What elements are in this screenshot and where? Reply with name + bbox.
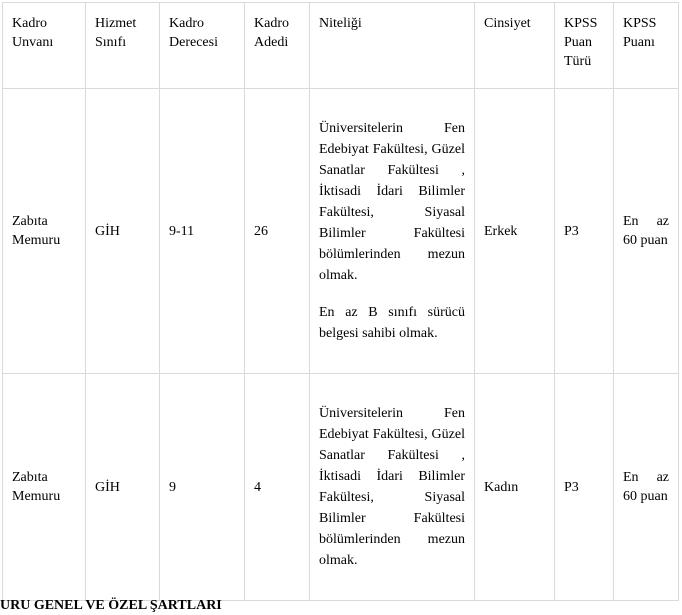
cell-hizmet-sinifi: GİH — [86, 89, 160, 374]
cell-kpss-puan-turu: P3 — [555, 89, 614, 374]
table-header-row — [3, 3, 679, 89]
cell-kadro-adedi: 26 — [245, 89, 310, 374]
kadro-table — [2, 2, 679, 601]
cell-niteligi — [310, 89, 475, 374]
cell-kadro-adedi: 4 — [245, 374, 310, 601]
header-cinsiyet: Cinsiyet — [475, 3, 555, 89]
cell-cinsiyet: Erkek — [475, 89, 555, 374]
cell-kpss-puan-turu: P3 — [555, 374, 614, 601]
cell-kadro-unvani: Zabıta Memuru — [3, 89, 86, 374]
cell-kadro-derecesi: 9-11 — [160, 89, 245, 374]
cell-hizmet-sinifi: GİH — [86, 374, 160, 601]
header-kpss-puan-turu: KPSS Puan Türü — [555, 3, 614, 89]
header-niteligi: Niteliği — [310, 3, 475, 89]
header-hizmet-sinifi: Hizmet Sınıfı — [86, 3, 160, 89]
table-row — [3, 89, 679, 374]
cell-kadro-unvani: Zabıta Memuru — [3, 374, 86, 601]
header-kadro-adedi: Kadro Adedi — [245, 3, 310, 89]
cell-kpss-puani: En az 60 puan — [614, 89, 679, 374]
table-row — [3, 374, 679, 601]
niteligi-paragraph: Üniversitelerin Fen Edebiyat Fakültesi, Güzel Sanatlar Fakültesi , İktisadi İdari Bilimler Fakültesi, Siyasal Bilimler Fakültesi bölümlerinden mezun olmak. — [319, 406, 465, 568]
header-kpss-puani: KPSS Puanı — [614, 3, 679, 89]
cell-kpss-puani: En az 60 puan — [614, 374, 679, 601]
cell-cinsiyet: Kadın — [475, 374, 555, 601]
niteligi-paragraph: Üniversitelerin Fen Edebiyat Fakültesi, Güzel Sanatlar Fakültesi , İktisadi İdari Bilimler Fakültesi, Siyasal Bilimler Fakültesi bölümlerinden mezun olmak. — [319, 121, 465, 283]
cell-niteligi — [310, 374, 475, 601]
header-kadro-derecesi: Kadro Derecesi — [160, 3, 245, 89]
cell-kadro-derecesi: 9 — [160, 374, 245, 601]
niteligi-paragraph: En az B sınıfı sürücü belgesi sahibi olmak. — [319, 305, 465, 341]
header-kadro-unvani: Kadro Unvanı — [3, 3, 86, 89]
section-heading: URU GENEL VE ÖZEL ŞARTLARI — [0, 598, 222, 613]
